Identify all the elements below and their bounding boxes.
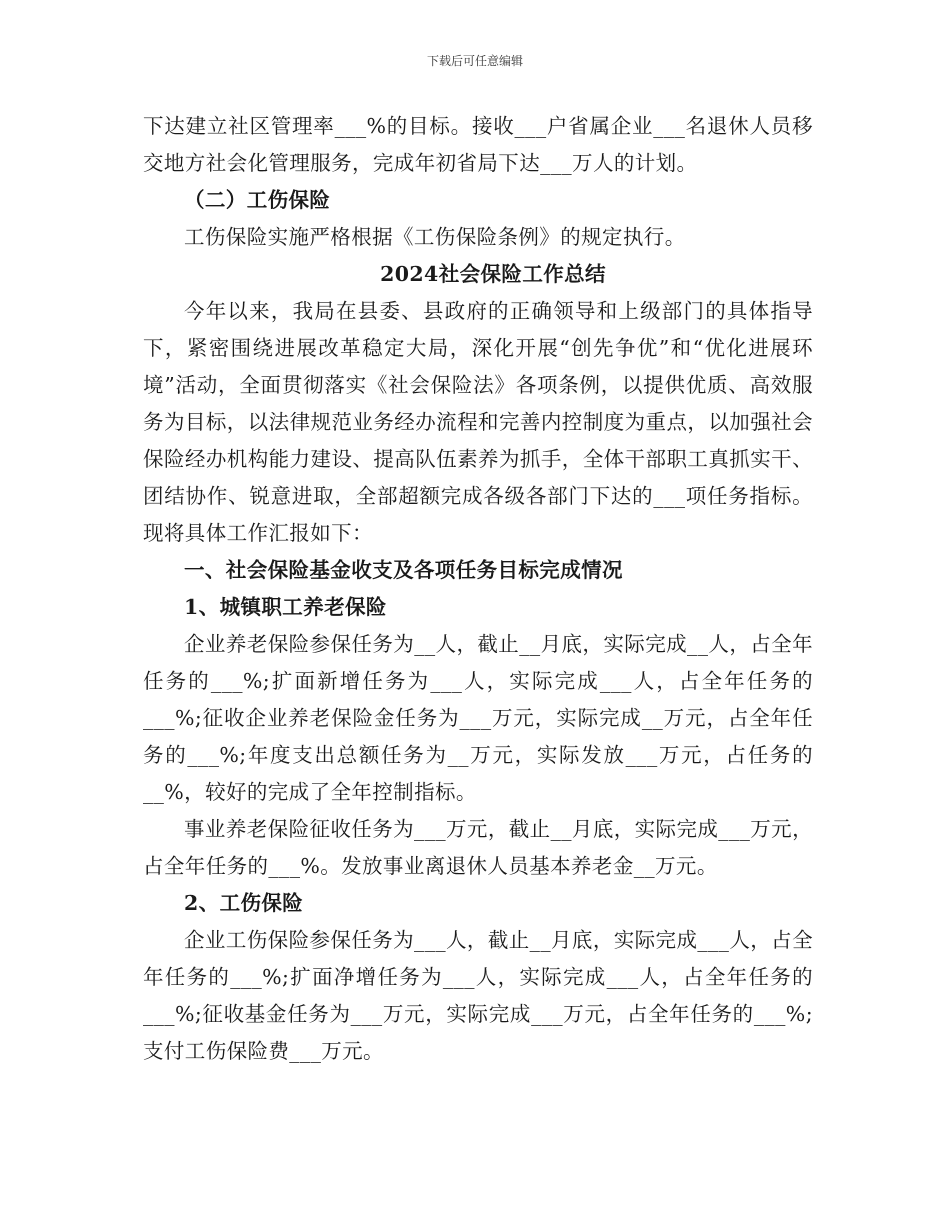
heading-work-injury-insurance: （二）工伤保险 (184, 188, 331, 212)
paragraph-introduction: 今年以来，我局在县委、县政府的正确领导和上级部门的具体指导下，紧密围绕进展改革稳定大局，深化开展“创先争优”和“优化进展环境”活动，全面贯彻落实《社会保险法》各项条例，以提供优质、高效服务为目标，以法律规范业务经办流程和完善内控制度为重点，以加强社会保险经办机构能力建设、提高队伍素养为抓手，全体干部职工真抓实干、团结协作、锐意进取，全部超额完成各级各部门下达的___项任务指标。现将具体工作汇报如下： (143, 299, 813, 545)
document-body (143, 108, 813, 1070)
page-header: 下载后可任意编辑 (426, 54, 523, 68)
paragraph-enterprise-work-injury: 企业工伤保险参保任务为___人，截止__月底，实际完成___人，占全年任务的___%;扩面净增任务为___人，实际完成___人，占全年任务的___%;征收基金任务为___万元，实际完成___万元，占全年任务的___%;支付工伤保险费___万元。 (143, 928, 813, 1063)
paragraph-community-management: 下达建立社区管理率___%的目标。接收___户省属企业___名退休人员移交地方社会化管理服务，完成年初省局下达___万人的计划。 (143, 114, 813, 175)
heading-pension-insurance: 1、城镇职工养老保险 (184, 595, 387, 619)
document-title: 2024社会保险工作总结 (380, 262, 606, 286)
heading-work-injury: 2、工伤保险 (184, 891, 304, 915)
paragraph-work-injury-regulation: 工伤保险实施严格根据《工伤保险条例》的规定执行。 (184, 225, 686, 249)
paragraph-enterprise-pension: 企业养老保险参保任务为__人，截止__月底，实际完成__人，占全年任务的___%;扩面新增任务为___人，实际完成___人，占全年任务的___%;征收企业养老保险金任务为___万元，实际完成__万元，占全年任务的___%;年度支出总额任务为__万元，实际发放___万元，占任务的__%，较好的完成了全年控制指标。 (143, 632, 813, 804)
heading-section-1: 一、社会保险基金收支及各项任务目标完成情况 (184, 558, 623, 582)
paragraph-institution-pension: 事业养老保险征收任务为___万元，截止__月底，实际完成___万元，占全年任务的___%。发放事业离退休人员基本养老金__万元。 (143, 817, 813, 878)
